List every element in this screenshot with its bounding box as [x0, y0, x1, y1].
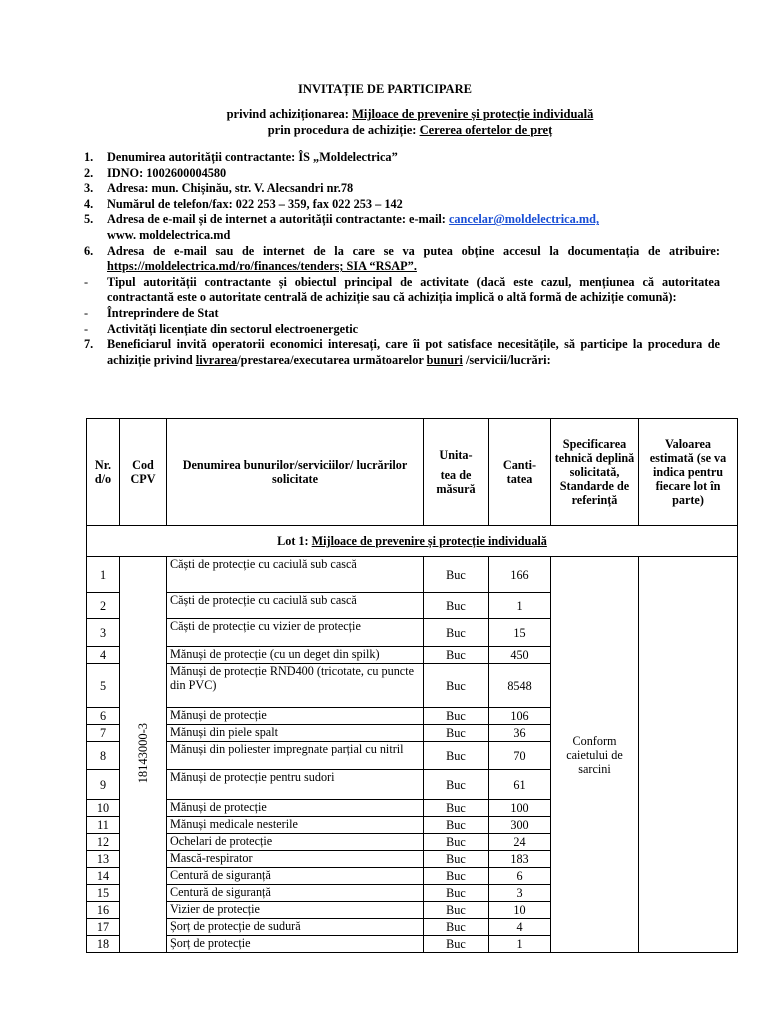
row-nr: 17 — [87, 919, 120, 936]
item-marker: 6. — [84, 243, 94, 258]
row-quantity: 100 — [489, 800, 551, 817]
row-quantity: 36 — [489, 725, 551, 742]
row-nr: 18 — [87, 936, 120, 953]
row-unit: Buc — [424, 868, 489, 885]
row-nr: 8 — [87, 742, 120, 770]
row-unit: Buc — [424, 902, 489, 919]
item-marker: - — [84, 321, 89, 336]
row-quantity: 3 — [489, 885, 551, 902]
cpv-code-cell — [120, 557, 167, 953]
row-unit: Buc — [424, 725, 489, 742]
item-text: IDNO: 1002600004580 — [107, 165, 227, 180]
row-unit: Buc — [424, 593, 489, 619]
row-unit: Buc — [424, 742, 489, 770]
item-marker: 5. — [84, 212, 94, 227]
row-quantity: 10 — [489, 902, 551, 919]
lot-name: Mijloace de prevenire și protecție individuală — [311, 534, 547, 548]
row-unit: Buc — [424, 770, 489, 800]
row-quantity: 61 — [489, 770, 551, 800]
item-authority-name — [84, 150, 720, 166]
item-licensed-activities — [84, 322, 720, 338]
subtitle-2-prefix: prin procedura de achiziție: — [267, 123, 420, 137]
lot-row — [87, 526, 738, 557]
item-text: Numărul de telefon/fax: 022 253 – 359, fax 022 253 – 142 — [107, 196, 403, 211]
row-unit: Buc — [424, 664, 489, 708]
info-list — [84, 150, 720, 368]
row-quantity: 1 — [489, 593, 551, 619]
row-item-name: Mănuși din poliester impregnate parțial cu nitril — [167, 742, 424, 770]
website-text: www. moldelectrica.md — [107, 227, 231, 242]
cpv-code: 18143000-3 — [136, 722, 150, 784]
row-quantity: 450 — [489, 647, 551, 664]
item-text: Adresa de e-mail sau de internet de la care se va putea obține accesul la documentația de atribuire: — [107, 243, 720, 258]
email-link[interactable]: cancelar@moldelectrica.md, — [448, 212, 600, 227]
row-nr: 14 — [87, 868, 120, 885]
row-item-name: Căști de protecție cu vizier de protecție — [167, 619, 424, 647]
row-quantity: 300 — [489, 817, 551, 834]
subtitle-1-prefix: privind achiziționarea: — [226, 107, 353, 121]
row-nr: 13 — [87, 851, 120, 868]
item-address — [84, 181, 720, 197]
row-nr: 15 — [87, 885, 120, 902]
row-unit: Buc — [424, 800, 489, 817]
item-text: Adresa: mun. Chișinău, str. V. Alecsandri nr.78 — [107, 181, 354, 196]
row-item-name: Căști de protecție cu caciulă sub cască — [167, 557, 424, 593]
row-unit: Buc — [424, 619, 489, 647]
row-item-name: Mănuși de protecție (cu un deget din spilk) — [167, 647, 424, 664]
item-text: Adresa de e-mail și de internet a autorității contractante: e-mail: — [107, 212, 449, 227]
row-item-name: Centură de siguranță — [167, 885, 424, 902]
row-quantity: 8548 — [489, 664, 551, 708]
row-item-name: Mănuși de protecție pentru sudori — [167, 770, 424, 800]
item-authority-type — [84, 275, 720, 306]
goods-table — [86, 418, 738, 953]
row-unit: Buc — [424, 834, 489, 851]
row-quantity: 183 — [489, 851, 551, 868]
row-item-name: Mască-respirator — [167, 851, 424, 868]
item-text-underlined: bunuri — [426, 352, 463, 367]
item-marker: 7. — [84, 337, 94, 352]
item-marker: 4. — [84, 196, 94, 211]
item-text-underlined: livrarea — [195, 352, 238, 367]
row-nr: 4 — [87, 647, 120, 664]
subtitle-1-object: Mijloace de prevenire și protecție individuală — [352, 107, 594, 121]
item-text: Beneficiarul invită operatorii economici interesați, care îi pot satisface necesitățile, să participe la procedura de achiziție privind — [107, 337, 720, 367]
item-text: Întreprindere de Stat — [107, 305, 219, 320]
item-text: /prestarea/executarea următoarelor — [237, 352, 427, 367]
header-quantity: Canti-tatea — [489, 419, 551, 526]
header-nr: Nr. d/o — [87, 419, 120, 526]
header-unit-a: Unita- — [439, 448, 473, 462]
row-item-name: Căști de protecție cu caciulă sub cască — [167, 593, 424, 619]
row-quantity: 4 — [489, 919, 551, 936]
row-unit: Buc — [424, 557, 489, 593]
row-item-name: Șorț de protecție — [167, 936, 424, 953]
item-text: Denumirea autorității contractante: ÎS „Moldelectrica” — [107, 150, 398, 164]
item-documentation-access — [84, 244, 720, 275]
item-marker: - — [84, 305, 89, 320]
row-nr: 2 — [87, 593, 120, 619]
tenders-link[interactable]: https://moldelectrica.md/ro/finances/tenders; SIA “RSAP”. — [107, 259, 417, 274]
item-marker: 2. — [84, 165, 94, 180]
row-item-name: Ochelari de protecție — [167, 834, 424, 851]
item-idno — [84, 166, 720, 182]
row-quantity: 70 — [489, 742, 551, 770]
header-unit-b: tea de măsură — [436, 468, 476, 496]
row-nr: 16 — [87, 902, 120, 919]
row-nr: 10 — [87, 800, 120, 817]
header-specification: Specificarea tehnică deplină solicitată, Standarde de referință — [551, 419, 639, 526]
subtitle-2-procedure: Cererea ofertelor de preț — [419, 123, 553, 137]
row-quantity: 1 — [489, 936, 551, 953]
row-item-name: Vizier de protecție — [167, 902, 424, 919]
row-item-name: Mănuși din piele spalt — [167, 725, 424, 742]
item-text: Activități licențiate din sectorul electroenergetic — [107, 321, 359, 336]
row-unit: Buc — [424, 708, 489, 725]
specification-cell: Conform caietului de sarcini — [551, 557, 639, 953]
item-marker: 3. — [84, 181, 94, 196]
row-nr: 9 — [87, 770, 120, 800]
document-title: INVITAȚIE DE PARTICIPARE — [298, 82, 472, 96]
table-row — [87, 557, 738, 593]
table-header-row — [87, 419, 738, 526]
item-state-enterprise — [84, 306, 720, 322]
lot-title — [87, 526, 738, 557]
row-quantity: 15 — [489, 619, 551, 647]
item-marker: - — [84, 274, 89, 289]
document-subtitle — [0, 106, 770, 138]
row-nr: 12 — [87, 834, 120, 851]
item-phone — [84, 197, 720, 213]
row-nr: 5 — [87, 664, 120, 708]
estimated-value-cell — [639, 557, 738, 953]
row-unit: Buc — [424, 647, 489, 664]
row-nr: 11 — [87, 817, 120, 834]
row-unit: Buc — [424, 919, 489, 936]
row-item-name: Mănuși de protecție — [167, 800, 424, 817]
row-item-name: Mănuși de protecție RND400 (tricotate, cu puncte din PVC) — [167, 664, 424, 708]
row-quantity: 24 — [489, 834, 551, 851]
row-unit: Buc — [424, 851, 489, 868]
row-quantity: 166 — [489, 557, 551, 593]
row-unit: Buc — [424, 817, 489, 834]
item-text: /servicii/lucrări: — [462, 352, 551, 367]
item-invitation — [84, 337, 720, 368]
row-quantity: 6 — [489, 868, 551, 885]
row-unit: Buc — [424, 885, 489, 902]
row-item-name: Șorț de protecție de sudură — [167, 919, 424, 936]
lot-prefix: Lot 1: — [277, 534, 312, 548]
row-nr: 1 — [87, 557, 120, 593]
subtitle-line-2 — [0, 122, 770, 138]
header-unit — [424, 419, 489, 526]
row-item-name: Mănuși de protecție — [167, 708, 424, 725]
item-email — [84, 212, 720, 243]
row-item-name: Mănuși medicale nesterile — [167, 817, 424, 834]
row-nr: 7 — [87, 725, 120, 742]
row-nr: 6 — [87, 708, 120, 725]
row-nr: 3 — [87, 619, 120, 647]
item-text: Tipul autorității contractante și obiectul principal de activitate (dacă este cazul, mențiunea că autoritatea contractantă este o autoritate centrală de achiziție sau că achiziția implică o altă formă de achiziție comună): — [107, 274, 720, 305]
item-marker: 1. — [84, 150, 94, 164]
header-cpv: Cod CPV — [120, 419, 167, 526]
header-denumire: Denumirea bunurilor/serviciilor/ lucrărilor solicitate — [167, 419, 424, 526]
row-item-name: Centură de siguranță — [167, 868, 424, 885]
row-quantity: 106 — [489, 708, 551, 725]
header-value: Valoarea estimată (se va indica pentru fiecare lot în parte) — [639, 419, 738, 526]
subtitle-line-1 — [0, 106, 770, 122]
row-unit: Buc — [424, 936, 489, 953]
